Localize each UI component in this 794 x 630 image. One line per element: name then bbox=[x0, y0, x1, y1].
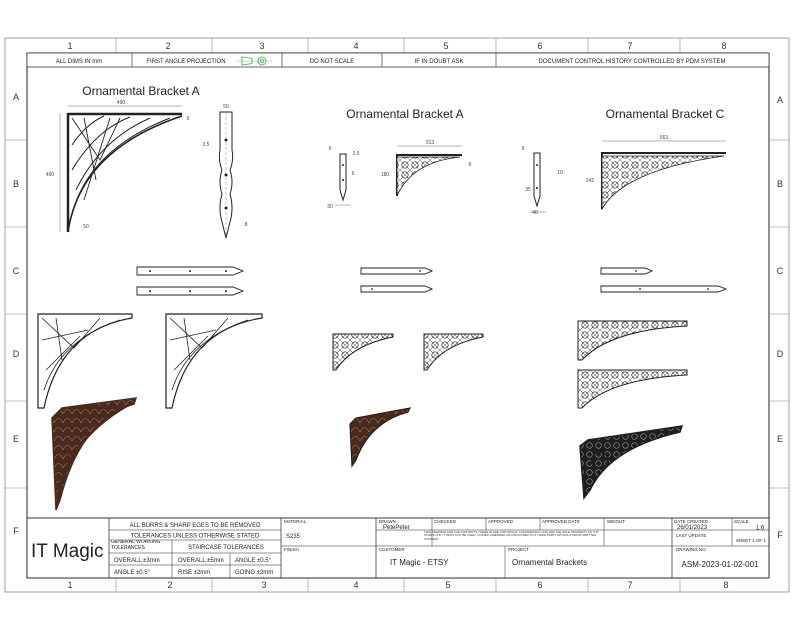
dim-angle-c: 35 bbox=[525, 187, 531, 193]
dim-width-c: 563 bbox=[659, 135, 669, 141]
col-label-8: 8 bbox=[721, 41, 727, 51]
col-label-5: 5 bbox=[443, 41, 449, 51]
row-label-c-right: C bbox=[776, 266, 784, 276]
copyright-notice: THIS DRAWING AND THE CONTENTS THERE IN ARE COPYRIGHT, CONFIDENTIAL AND ARE THE SOLE PROPERTY OF ITM STAIRS LTD. IT MUST NOT BE USED, COPIED, AMENDED OR DISCLOSED TO A THIRD PARTY WITHOUT PRIOR WRITTEN CONSENT. bbox=[424, 531, 599, 541]
col-label-2-bottom: 2 bbox=[167, 580, 173, 590]
dim-angle-mid: 3.5 bbox=[352, 151, 360, 157]
date-created-value: 26/01/2023 bbox=[677, 525, 708, 531]
row-label-e-right: E bbox=[776, 434, 784, 444]
row-label-d: D bbox=[12, 349, 20, 359]
view-title-bracket-c: Ornamental Bracket C bbox=[605, 107, 725, 121]
col-label-8-bottom: 8 bbox=[723, 580, 729, 590]
material-value: S235 bbox=[286, 534, 301, 540]
dim-bottom-a: 50 bbox=[83, 224, 89, 230]
dim-post-top-a: 50 bbox=[223, 104, 229, 110]
staircase-tol-label: STAIRCASE TOLERANCES bbox=[188, 545, 264, 551]
sheet-number: SHEET 1 OF 1 bbox=[736, 538, 766, 543]
angle-tol-left: ANGLE ±0.5° bbox=[114, 570, 151, 576]
dim-post-w-a: 6 bbox=[186, 116, 190, 122]
dim-bottom-c: 40 bbox=[532, 210, 538, 216]
col-label-4: 4 bbox=[353, 41, 359, 51]
brand-logo-text: IT Magic bbox=[31, 541, 104, 562]
project-value: Ornamental Brackets bbox=[512, 558, 588, 567]
view-title-bracket-a-left: Ornamental Bracket A bbox=[82, 84, 200, 98]
top-info-strip bbox=[27, 53, 769, 67]
if-in-doubt-note: IF IN DOUBT ASK bbox=[414, 59, 464, 65]
col-label-7-bottom: 7 bbox=[627, 580, 633, 590]
drawing-no-label: DRAWING NO. bbox=[676, 547, 707, 552]
drawing-no-value: ASM-2023-01-02-001 bbox=[681, 560, 759, 569]
dim-side-c: 10 bbox=[557, 170, 563, 176]
row-label-c: C bbox=[12, 266, 20, 276]
col-label-3-bottom: 3 bbox=[261, 580, 267, 590]
dim-height-a: 490 bbox=[45, 172, 55, 178]
col-label-1-bottom: 1 bbox=[67, 580, 73, 590]
dim-top-c: 6 bbox=[521, 146, 525, 152]
row-label-d-right: D bbox=[776, 349, 784, 359]
drawn-value: PetePeter bbox=[383, 525, 410, 531]
col-label-4-bottom: 4 bbox=[353, 580, 359, 590]
row-label-a-right: A bbox=[776, 95, 784, 105]
row-label-b: B bbox=[12, 179, 20, 189]
approved-label: APPROVED bbox=[488, 519, 514, 524]
angle-tol-right: ANGLE ±0.5° bbox=[235, 558, 272, 564]
last-update-label: LAST UPDATE bbox=[676, 533, 707, 538]
title-block bbox=[27, 518, 769, 578]
dim-small-mid: 6 bbox=[351, 171, 355, 177]
row-label-b-right: B bbox=[776, 179, 784, 189]
tolerances-note: TOLERANCES UNLESS OTHERWISE STATED bbox=[130, 533, 260, 540]
col-label-2: 2 bbox=[165, 41, 171, 51]
approved-date-label: APPROVED DATE bbox=[542, 519, 580, 524]
dim-width-mid: 313 bbox=[425, 140, 435, 146]
dim-height-mid: 180 bbox=[380, 172, 390, 178]
burrs-note: ALL BURRS & SHARP EGES TO BE REMOVED bbox=[129, 523, 261, 529]
date-created-label: DATE CREATED bbox=[674, 519, 709, 524]
project-label: PROJECT bbox=[508, 547, 530, 552]
customer-label: CUSTOMER bbox=[379, 547, 405, 552]
row-label-e: E bbox=[12, 434, 20, 444]
col-label-5-bottom: 5 bbox=[445, 580, 451, 590]
scale-label: SCALE bbox=[734, 519, 749, 524]
dim-height-c: 242 bbox=[585, 178, 595, 184]
scale-value: 1:6 bbox=[756, 525, 765, 532]
dim-foot-a: 8 bbox=[244, 222, 248, 228]
dim-edge-mid: 6 bbox=[468, 162, 472, 168]
col-label-1: 1 bbox=[67, 41, 73, 51]
doc-control-note: DOCUMENT CONTROL HISTORY CONTROLLED BY PDM SYSTEM bbox=[538, 59, 726, 65]
drawn-label: DRAWN bbox=[379, 519, 396, 524]
col-label-6: 6 bbox=[537, 41, 543, 51]
customer-value: IT Magic - ETSY bbox=[390, 558, 449, 567]
overall-3-tol: OVERALL ±3mm bbox=[114, 558, 160, 564]
col-label-6-bottom: 6 bbox=[537, 580, 543, 590]
rise-tol: RISE ±2mm bbox=[178, 570, 211, 576]
all-dims-note: ALL DIMS IN mm bbox=[55, 59, 103, 65]
overall-5-tol: OVERALL ±5mm bbox=[178, 558, 224, 564]
finish-label: FINISH bbox=[284, 547, 299, 552]
col-label-7: 7 bbox=[627, 41, 633, 51]
col-label-3: 3 bbox=[259, 41, 265, 51]
projection-note: FIRST ANGLE PROJECTION bbox=[146, 59, 226, 65]
dim-top-mid: 6 bbox=[328, 146, 332, 152]
dim-post-mid: 30 bbox=[327, 204, 333, 210]
dim-angle-a: 3.5 bbox=[202, 142, 210, 148]
dim-width-a: 490 bbox=[116, 100, 126, 106]
material-label: MATERIAL bbox=[284, 519, 307, 524]
weight-label: WEIGHT bbox=[607, 519, 625, 524]
checked-label: CHECKED bbox=[434, 519, 457, 524]
row-label-f: F bbox=[13, 526, 19, 536]
row-label-a: A bbox=[12, 92, 20, 102]
row-label-f-right: F bbox=[777, 530, 783, 540]
general-tol-label: GENERAL WORKING TOLERANCES bbox=[111, 540, 161, 551]
do-not-scale-note: DO NOT SCALE bbox=[309, 59, 355, 65]
view-title-bracket-a-mid: Ornamental Bracket A bbox=[346, 107, 464, 121]
going-tol: GOING ±2mm bbox=[235, 570, 274, 576]
